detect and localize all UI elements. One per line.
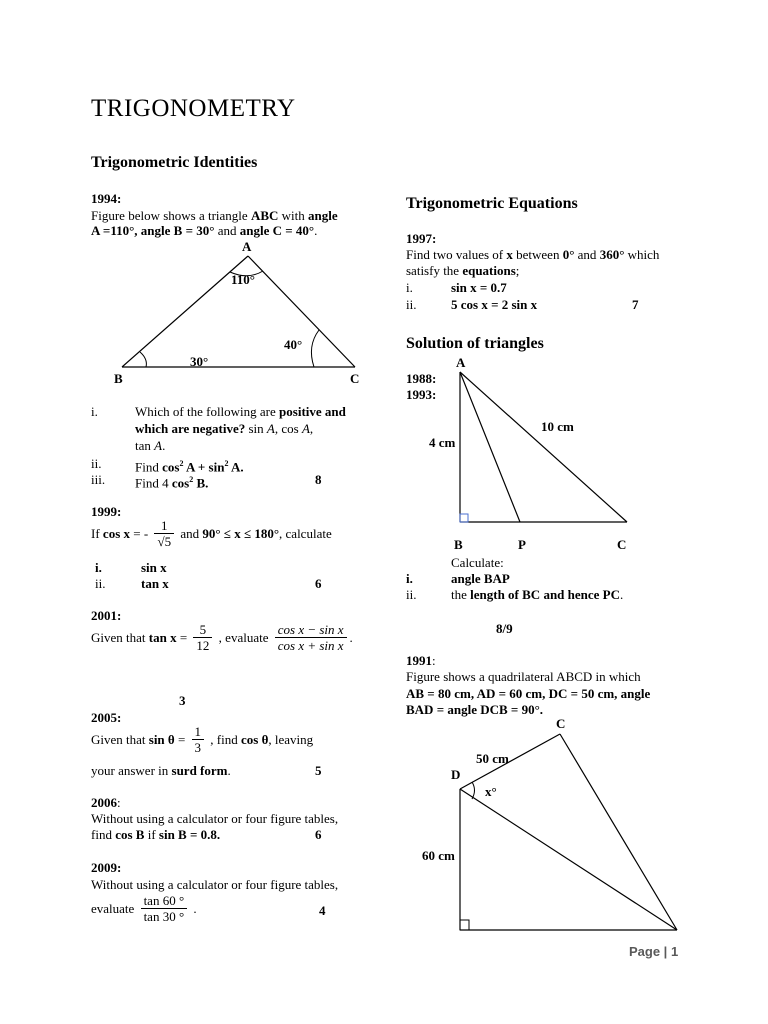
side-ac (460, 372, 627, 522)
q2009-marks: 4 (319, 903, 326, 918)
q1997-item-i-text: sin x = 0.7 (451, 280, 507, 295)
q1994-item-i-line3: tan A. (135, 438, 166, 453)
angle-label-a: 110° (231, 272, 255, 287)
question-year-2001: 2001: (91, 608, 122, 623)
q1999-item-i-number: i. (95, 560, 102, 575)
angle-label-b: 30° (190, 354, 209, 369)
vertex-label-c: C (350, 371, 360, 386)
page-number-footer (629, 943, 678, 960)
side-label-dc: 50 cm (476, 751, 509, 766)
side-cb (560, 734, 677, 930)
diagonal-db (460, 789, 677, 930)
q1988-item-i-number: i. (406, 571, 413, 586)
q1991-line3: BAD = angle DCB = 90°. (406, 702, 544, 717)
q1997-item-ii-number: ii. (406, 297, 417, 312)
section-heading-solution-of-triangles: Solution of triangles (406, 335, 544, 352)
question-year-2005: 2005: (91, 710, 122, 725)
q1988-calculate-label: Calculate: (451, 555, 504, 570)
quadrilateral-abcd-figure (415, 712, 685, 942)
q1997-item-ii-text: 5 cos x = 2 sin x (451, 297, 538, 312)
vertex-label-b: B (114, 371, 123, 386)
q2009-line2: evaluate $\frac{\tan 60 ^\circ}{\tan 30 ^\circ}$ . (91, 893, 197, 924)
segment-ap (460, 372, 520, 522)
question-year-1999: 1999: (91, 504, 122, 519)
q2006-marks: 6 (315, 827, 322, 842)
question-year-1994: 1994: (91, 191, 122, 206)
side-dc (460, 734, 560, 789)
page-number: 1 (670, 944, 679, 959)
q2001-expression: $\frac{\text{cos x − sin x}}{\text{cos x + sin x}}$ (275, 622, 347, 653)
page-title: TRIGONOMETRY (91, 95, 296, 122)
q1988-item-i-text: angle BAP (451, 571, 510, 586)
q1988-item-ii-number: ii. (406, 587, 417, 602)
angle-arc-b (140, 352, 146, 367)
q1997-item-i-number: i. (406, 280, 413, 295)
side-ab (122, 256, 248, 367)
right-angle-marker-a (460, 920, 469, 930)
q1994-item-iii-text: Find 4 $\cos^2 B$. (135, 475, 209, 491)
q1994-item-i-line2: which are negative? sin A, cos A, (135, 421, 314, 436)
q2006-line1: Without using a calculator or four figure tables, (91, 811, 339, 826)
q1994-item-ii-number: ii. (91, 456, 102, 471)
question-year-1997: 1997: (406, 231, 437, 246)
vertex-label-c: C (617, 537, 627, 552)
q1999-fraction: $\frac{1}{√5}$ (154, 518, 174, 549)
q1988-marks: 8/9 (496, 621, 513, 636)
q1994-item-ii-text: Find $\cos^2 A + \sin^2 A$. (135, 459, 244, 475)
triangle-abc-figure (100, 236, 380, 388)
q1997-line1: Find two values of x between 0° and 360° which (406, 247, 660, 262)
q2005-line2: your answer in surd form. (91, 763, 231, 778)
question-year-1991: 1991: (406, 653, 436, 668)
vertex-label-d: D (451, 767, 461, 782)
q1994-item-i-line1: Which of the following are positive and (135, 404, 346, 419)
q1999-statement: If cos x = - $\frac{1}{√5}$ and 90° ≤ x ≤ 180°, calculate (91, 518, 332, 549)
side-label-ad: 60 cm (422, 848, 455, 863)
angle-label-c: 40° (284, 337, 303, 352)
vertex-label-c: C (556, 716, 566, 731)
q1994-item-i-number: i. (91, 404, 98, 419)
q1994-marks: 8 (315, 472, 322, 487)
q2009-fraction: $\frac{\tan 60 ^\circ}{\tan 30 ^\circ}$ (141, 893, 188, 924)
section-heading-equations: Trigonometric Equations (406, 195, 578, 212)
vertex-label-a: A (456, 355, 466, 370)
q1997-marks: 7 (632, 297, 639, 312)
q2005-marks: 5 (315, 763, 322, 778)
section-heading-identities: Trigonometric Identities (91, 154, 258, 171)
q1999-item-ii-number: ii. (95, 576, 106, 591)
q1994-line1: Figure below shows a triangle ABC with angle (91, 208, 338, 223)
q2009-line1: Without using a calculator or four figure tables, (91, 877, 339, 892)
question-year-2009: 2009: (91, 860, 122, 875)
q1988-item-ii-text: the length of BC and hence PC. (451, 587, 624, 602)
q1991-line1: Figure shows a quadrilateral ABCD in which (406, 669, 641, 684)
right-angle-marker-b (460, 514, 468, 522)
question-year-1988: 1988: (406, 371, 437, 386)
q2006-line2: find cos B if sin B = 0.8. (91, 827, 221, 842)
q2005-line1: Given that sin θ = $\frac{1}{3}$ , find cos θ, leaving (91, 724, 314, 755)
vertex-label-b: B (454, 537, 463, 552)
side-label-ac: 10 cm (541, 419, 574, 434)
q1994-line2: A =110°, angle B = 30° and angle C = 40°. (91, 223, 318, 238)
q2001-marks: 3 (179, 693, 186, 708)
vertex-label-p: P (518, 537, 526, 552)
q1999-item-i-text: sin x (141, 560, 167, 575)
q1997-line2: satisfy the equations; (406, 263, 520, 278)
angle-arc-c (311, 330, 319, 367)
question-year-1993: 1993: (406, 387, 437, 402)
vertex-label-a: A (242, 239, 252, 254)
q2001-statement: Given that tan x = $\frac{5}{12}$ , evaluate $\frac{\text{cos x − sin x}}{\text{cos x + sin x}}$ . (91, 622, 353, 653)
q1994-item-iii-number: iii. (91, 472, 106, 487)
angle-label-x: x° (485, 784, 497, 799)
q2001-fraction: $\frac{5}{12}$ (193, 622, 212, 653)
q2005-fraction: $\frac{1}{3}$ (192, 724, 205, 755)
question-year-2006: 2006: (91, 795, 121, 810)
page-label: Page | (629, 944, 671, 959)
q1991-line2: AB = 80 cm, AD = 60 cm, DC = 50 cm, angle (406, 686, 651, 701)
triangle-abpc-figure (415, 350, 645, 555)
side-label-ab: 4 cm (429, 435, 456, 450)
q1999-item-ii-text: tan x (141, 576, 169, 591)
q1999-marks: 6 (315, 576, 322, 591)
